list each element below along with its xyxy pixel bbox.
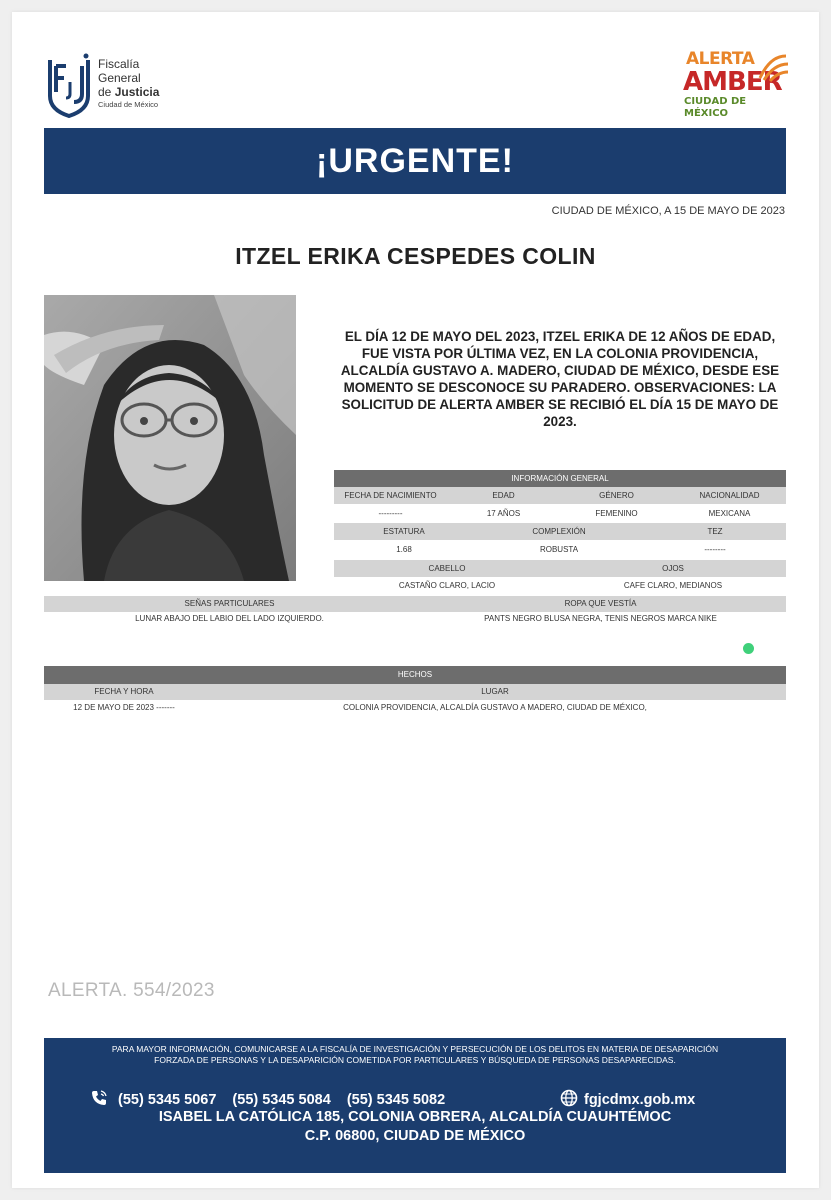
- header-fecha-hora: FECHA Y HORA: [94, 687, 154, 696]
- header-senas-particulares: SEÑAS PARTICULARES: [184, 599, 275, 608]
- narrative-text: EL DÍA 12 DE MAYO DEL 2023, ITZEL ERIKA DE 12 AÑOS DE EDAD, FUE VISTA POR ÚLTIMA VEZ, EN LA COLONIA PROVIDENCIA, ALCALDÍA GUSTAVO A. MADERO, CIUDAD DE MÉXICO, DESDE ESE MOMENTO SE DESCONOCE SU PARADERO. OBSERVACIONES: LA SOLICITUD DE ALERTA AMBER SE RECIBIÓ EL DÍA 15 DE MAYO DE 2023.: [340, 329, 780, 429]
- value-lugar: COLONIA PROVIDENCIA, ALCALDÍA GUSTAVO A MADERO, CIUDAD DE MÉXICO,: [343, 703, 647, 712]
- amber-wave-icon: [756, 52, 790, 82]
- alert-number: ALERTA. 554/2023: [48, 980, 215, 1001]
- footer-info-line1: PARA MAYOR INFORMACIÓN, COMUNICARSE A LA FISCALÍA DE INVESTIGACIÓN Y PERSECUCIÓN DE LOS DELITOS EN MATERIA DE DESAPARICIÓN: [111, 1044, 719, 1054]
- fgj-line3-prefix: de: [98, 85, 112, 99]
- website: [560, 1089, 695, 1108]
- value-cabello: CASTAÑO CLARO, LACIO: [398, 581, 496, 590]
- website-link[interactable]: fgjcdmx.gob.mx: [584, 1092, 696, 1108]
- value-estatura: 1.68: [396, 545, 412, 554]
- phone-list: [90, 1089, 457, 1108]
- value-edad: 17 AÑOS: [486, 509, 521, 518]
- value-genero: FEMENINO: [595, 509, 638, 518]
- fgj-logo: [44, 52, 184, 122]
- header-genero: GÉNERO: [599, 491, 634, 500]
- address-line1: ISABEL LA CATÓLICA 185, COLONIA OBRERA, ALCALDÍA CUAUHTÉMOC: [158, 1109, 672, 1125]
- fgj-line1: Fiscalía: [98, 57, 140, 71]
- hechos-header: HECHOS: [44, 666, 786, 684]
- missing-person-photo: [44, 295, 296, 581]
- globe-icon: [560, 1089, 578, 1107]
- value-ojos: CAFE CLARO, MEDIANOS: [623, 581, 723, 590]
- header-cabello: CABELLO: [428, 564, 466, 573]
- address-line2: C.P. 06800, CIUDAD DE MÉXICO: [304, 1128, 526, 1144]
- value-ropa: PANTS NEGRO BLUSA NEGRA, TENIS NEGROS MARCA NIKE: [484, 614, 717, 623]
- header-nacionalidad: NACIONALIDAD: [699, 491, 760, 500]
- footer-info: [44, 1044, 786, 1066]
- fgj-line3-bold: Justicia: [114, 85, 160, 99]
- value-tez: --------: [704, 545, 726, 554]
- dateline: CIUDAD DE MÉXICO, A 15 DE MAYO DE 2023: [551, 205, 785, 217]
- footer-info-line2: FORZADA DE PERSONAS Y LA DESAPARICIÓN COMETIDA POR PARTICULARES Y BÚSQUEDA DE PERSONAS DESAPARECIDAS.: [154, 1055, 676, 1065]
- urgent-banner: ¡URGENTE!: [44, 128, 786, 194]
- fgj-line2: General: [98, 71, 141, 85]
- header-edad: EDAD: [492, 491, 515, 500]
- fgj-emblem-icon: [44, 52, 94, 118]
- phone-number-1[interactable]: (55) 5345 5067: [118, 1092, 217, 1108]
- header-tez: TEZ: [707, 527, 723, 536]
- value-fecha-hora: 12 DE MAYO DE 2023 -------: [73, 703, 175, 712]
- amber-line3: CIUDAD DE MÉXICO: [684, 96, 747, 119]
- value-nacionalidad: MEXICANA: [708, 509, 751, 518]
- footer-contact: [44, 1038, 786, 1173]
- amber-alert-logo: [680, 50, 792, 124]
- phone-number-3[interactable]: (55) 5345 5082: [346, 1092, 446, 1108]
- header-complexion: COMPLEXIÓN: [532, 527, 586, 536]
- info-general-header: INFORMACIÓN GENERAL: [334, 470, 786, 487]
- fgj-line3: [98, 85, 159, 99]
- status-dot-icon: [743, 643, 754, 654]
- portrait-image: [44, 295, 296, 581]
- header-estatura: ESTATURA: [383, 527, 425, 536]
- value-senas-particulares: LUNAR ABAJO DEL LABIO DEL LADO IZQUIERDO.: [135, 614, 324, 623]
- header-ropa: ROPA QUE VESTÍA: [564, 599, 637, 608]
- fgj-line4: Ciudad de México: [98, 100, 159, 109]
- header-lugar: LUGAR: [481, 687, 509, 696]
- header-fecha-nacimiento: FECHA DE NACIMIENTO: [344, 491, 437, 500]
- phone-number-2[interactable]: (55) 5345 5084: [232, 1092, 331, 1108]
- value-fecha-nacimiento: ---------: [378, 509, 403, 518]
- value-complexion: ROBUSTA: [539, 545, 579, 554]
- header-ojos: OJOS: [662, 564, 684, 573]
- phone-icon: [90, 1089, 108, 1107]
- address: [44, 1108, 786, 1146]
- amber-line2: AMBER: [683, 67, 782, 97]
- amber-line1: ALERTA: [686, 49, 755, 69]
- person-name: ITZEL ERIKA CESPEDES COLIN: [235, 243, 596, 269]
- fgj-text: [98, 57, 159, 111]
